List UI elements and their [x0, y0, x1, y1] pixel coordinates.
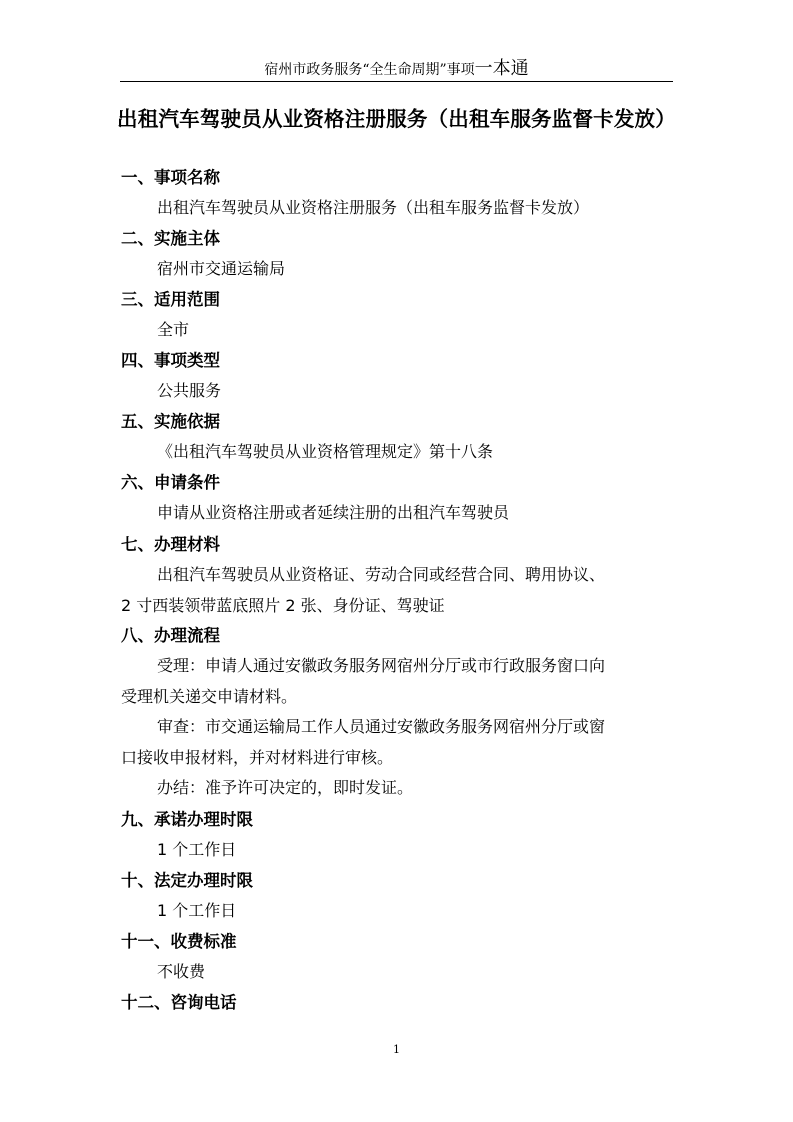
document-title: 出租汽车驾驶员从业资格注册服务（出租车服务监督卡发放） [117, 107, 676, 131]
section-text: 2 寸西装领带蓝底照片 2 张、身份证、驾驶证 [121, 595, 445, 615]
section-heading: 四、事项类型 [121, 351, 220, 370]
section-text: 全市 [157, 320, 190, 339]
section-heading: 五、实施依据 [121, 412, 220, 431]
section-item-type [121, 346, 681, 407]
section-heading: 十一、收费标准 [121, 932, 237, 951]
section-text: 口接收申报材料，并对材料进行审核。 [121, 747, 394, 767]
section-text: 公共服务 [157, 381, 222, 400]
section-heading: 九、承诺办理时限 [121, 810, 253, 829]
section-legal-time-limit [121, 866, 681, 927]
section-consultation-phone [121, 988, 681, 1018]
section-scope [121, 285, 681, 346]
header-suffix: 一本通 [474, 58, 529, 79]
section-heading: 六、申请条件 [121, 473, 220, 492]
section-text: 审查：市交通运输局工作人员通过安徽政务服务网宿州分厅或窗 [157, 717, 606, 736]
section-heading: 一、事项名称 [121, 168, 220, 187]
section-process [121, 621, 681, 804]
section-text: 办结：准予许可决定的，即时发证。 [157, 778, 414, 797]
section-text: 受理：申请人通过安徽政务服务网宿州分厅或市行政服务窗口向 [157, 656, 606, 675]
section-item-name [121, 163, 681, 224]
section-heading: 十、法定办理时限 [121, 871, 253, 890]
section-materials [121, 530, 681, 621]
section-legal-basis [121, 407, 681, 468]
header-divider [120, 81, 673, 82]
page-number: 1 [393, 1043, 400, 1056]
section-heading: 二、实施主体 [121, 229, 220, 248]
section-text: 不收费 [157, 962, 206, 981]
section-promised-time-limit [121, 805, 681, 866]
section-text: 宿州市交通运输局 [157, 259, 286, 278]
section-text: 申请从业资格注册或者延续注册的出租汽车驾驶员 [157, 503, 510, 522]
section-text: 出租汽车驾驶员从业资格证、劳动合同或经营合同、聘用协议、 [157, 565, 606, 584]
section-heading: 十二、咨询电话 [121, 993, 237, 1012]
section-text: 《出租汽车驾驶员从业资格管理规定》第十八条 [157, 442, 494, 461]
section-heading: 八、办理流程 [121, 626, 220, 645]
section-implementing-body [121, 224, 681, 285]
section-text: 1 个工作日 [157, 901, 237, 920]
section-heading: 三、适用范围 [121, 290, 220, 309]
page-header [0, 58, 793, 81]
section-heading: 七、办理材料 [121, 535, 220, 554]
section-text: 出租汽车驾驶员从业资格注册服务（出租车服务监督卡发放） [157, 198, 590, 217]
section-text: 受理机关递交申请材料。 [121, 686, 298, 706]
section-text: 1 个工作日 [157, 840, 237, 859]
section-conditions [121, 468, 681, 529]
section-fee-standard [121, 927, 681, 988]
header-prefix: 宿州市政务服务“全生命周期”事项 [264, 62, 475, 78]
